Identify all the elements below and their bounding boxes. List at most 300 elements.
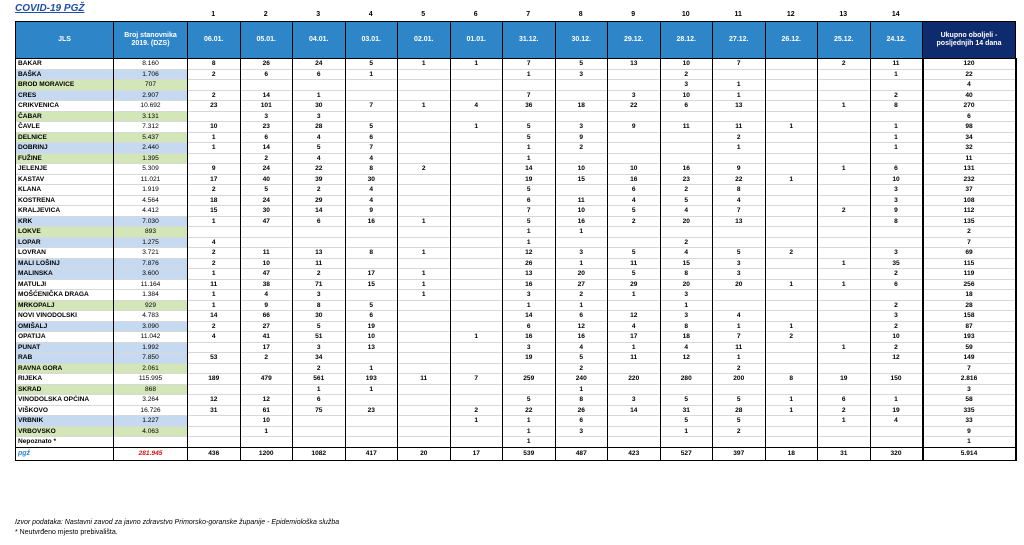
case-count-cell bbox=[240, 363, 293, 374]
case-count-cell: 14 bbox=[240, 90, 293, 101]
case-count-cell bbox=[240, 384, 293, 395]
case-count-cell: 2 bbox=[660, 237, 713, 248]
case-count-cell: 2 bbox=[188, 258, 241, 269]
jls-name: SKRAD bbox=[16, 384, 114, 395]
jls-name: VRBOVSKO bbox=[16, 426, 114, 437]
case-count-cell: 7 bbox=[503, 206, 556, 217]
jls-name: CRIKVENICA bbox=[16, 101, 114, 112]
day-total-cell: 17 bbox=[450, 447, 503, 460]
case-count-cell: 1 bbox=[398, 101, 451, 112]
case-count-cell: 5 bbox=[345, 59, 398, 70]
case-count-cell: 8 bbox=[870, 101, 923, 112]
population-cell: 4.783 bbox=[114, 311, 188, 322]
case-count-cell bbox=[450, 216, 503, 227]
case-count-cell bbox=[293, 237, 346, 248]
case-count-cell: 19 bbox=[503, 353, 556, 364]
case-count-cell: 2 bbox=[555, 290, 608, 301]
case-count-cell: 7 bbox=[450, 374, 503, 385]
population-cell: 1.992 bbox=[114, 342, 188, 353]
case-count-cell bbox=[555, 237, 608, 248]
case-count-cell: 5 bbox=[503, 395, 556, 406]
case-count-cell: 22 bbox=[503, 405, 556, 416]
row-total-cell: 335 bbox=[923, 405, 1016, 416]
case-count-cell: 8 bbox=[293, 300, 346, 311]
case-count-cell: 35 bbox=[870, 258, 923, 269]
table-row bbox=[16, 332, 1016, 343]
day-total-cell: 18 bbox=[765, 447, 818, 460]
case-count-cell bbox=[870, 384, 923, 395]
case-count-cell: 3 bbox=[503, 290, 556, 301]
case-count-cell bbox=[398, 363, 451, 374]
case-count-cell: 1 bbox=[188, 216, 241, 227]
column-number: 2 bbox=[263, 11, 268, 18]
column-number: 13 bbox=[839, 11, 848, 18]
case-count-cell: 3 bbox=[660, 311, 713, 322]
case-count-cell bbox=[398, 258, 451, 269]
table-row bbox=[16, 374, 1016, 385]
case-count-cell: 4 bbox=[608, 321, 661, 332]
case-count-cell: 9 bbox=[608, 122, 661, 133]
case-count-cell: 3 bbox=[555, 122, 608, 133]
population-cell: 10.692 bbox=[114, 101, 188, 112]
case-count-cell: 1 bbox=[818, 258, 871, 269]
header-date: 05.01. bbox=[240, 22, 293, 59]
case-count-cell: 1 bbox=[503, 426, 556, 437]
jls-name: KASTAV bbox=[16, 174, 114, 185]
case-count-cell: 1 bbox=[188, 143, 241, 154]
case-count-cell: 4 bbox=[188, 237, 241, 248]
case-count-cell: 3 bbox=[713, 258, 766, 269]
case-count-cell bbox=[660, 384, 713, 395]
row-total-cell: 119 bbox=[923, 269, 1016, 280]
jls-name: KRK bbox=[16, 216, 114, 227]
table-row bbox=[16, 426, 1016, 437]
column-number: 6 bbox=[473, 11, 478, 18]
case-count-cell: 1 bbox=[293, 384, 346, 395]
case-count-cell: 189 bbox=[188, 374, 241, 385]
case-count-cell: 2 bbox=[870, 300, 923, 311]
case-count-cell: 1 bbox=[660, 300, 713, 311]
day-total-cell: 423 bbox=[608, 447, 661, 460]
case-count-cell bbox=[398, 321, 451, 332]
case-count-cell bbox=[555, 153, 608, 164]
case-count-cell: 2 bbox=[555, 363, 608, 374]
table-row bbox=[16, 342, 1016, 353]
case-count-cell: 2 bbox=[608, 216, 661, 227]
case-count-cell: 14 bbox=[608, 405, 661, 416]
day-total-cell: 320 bbox=[870, 447, 923, 460]
case-count-cell bbox=[293, 437, 346, 448]
case-count-cell: 101 bbox=[240, 101, 293, 112]
case-count-cell: 11 bbox=[555, 195, 608, 206]
case-count-cell bbox=[818, 195, 871, 206]
jls-name: BAKAR bbox=[16, 59, 114, 70]
case-count-cell: 1 bbox=[765, 395, 818, 406]
jls-name: BAŠKA bbox=[16, 69, 114, 80]
case-count-cell bbox=[765, 353, 818, 364]
case-count-cell: 4 bbox=[345, 153, 398, 164]
jls-name: NOVI VINODOLSKI bbox=[16, 311, 114, 322]
case-count-cell: 2 bbox=[293, 269, 346, 280]
case-count-cell bbox=[818, 69, 871, 80]
case-count-cell: 20 bbox=[713, 279, 766, 290]
row-total-cell: 115 bbox=[923, 258, 1016, 269]
case-count-cell bbox=[398, 195, 451, 206]
case-count-cell bbox=[450, 269, 503, 280]
case-count-cell bbox=[713, 69, 766, 80]
case-count-cell: 193 bbox=[345, 374, 398, 385]
day-total-cell: 539 bbox=[503, 447, 556, 460]
case-count-cell: 1 bbox=[503, 416, 556, 427]
case-count-cell: 8 bbox=[345, 248, 398, 259]
case-count-cell: 1 bbox=[345, 69, 398, 80]
case-count-cell: 3 bbox=[870, 195, 923, 206]
case-count-cell bbox=[870, 227, 923, 238]
case-count-cell bbox=[765, 132, 818, 143]
case-count-cell: 22 bbox=[608, 101, 661, 112]
table-row bbox=[16, 227, 1016, 238]
case-count-cell: 1 bbox=[398, 248, 451, 259]
row-total-cell: 2 bbox=[923, 227, 1016, 238]
case-count-cell bbox=[293, 80, 346, 91]
case-count-cell bbox=[555, 437, 608, 448]
case-count-cell: 5 bbox=[608, 206, 661, 217]
day-total-cell: 527 bbox=[660, 447, 713, 460]
case-count-cell: 39 bbox=[293, 174, 346, 185]
case-count-cell: 1 bbox=[450, 122, 503, 133]
case-count-cell bbox=[765, 195, 818, 206]
jls-name: Nepoznato * bbox=[16, 437, 114, 448]
table-row bbox=[16, 69, 1016, 80]
table-row bbox=[16, 101, 1016, 112]
row-total-cell: 28 bbox=[923, 300, 1016, 311]
case-count-cell: 1 bbox=[503, 143, 556, 154]
jls-name: PUNAT bbox=[16, 342, 114, 353]
case-count-cell: 8 bbox=[660, 269, 713, 280]
case-count-cell: 1 bbox=[870, 132, 923, 143]
table-row bbox=[16, 237, 1016, 248]
case-count-cell: 2 bbox=[293, 363, 346, 374]
case-count-cell bbox=[398, 143, 451, 154]
jls-name: RAVNA GORA bbox=[16, 363, 114, 374]
case-count-cell: 11 bbox=[660, 122, 713, 133]
header-date: 03.01. bbox=[345, 22, 398, 59]
case-count-cell: 4 bbox=[870, 416, 923, 427]
case-count-cell bbox=[765, 69, 818, 80]
case-count-cell: 1 bbox=[713, 80, 766, 91]
case-count-cell bbox=[608, 363, 661, 374]
case-count-cell: 4 bbox=[555, 342, 608, 353]
case-count-cell: 17 bbox=[345, 269, 398, 280]
table-row bbox=[16, 269, 1016, 280]
case-count-cell: 2 bbox=[713, 426, 766, 437]
case-count-cell bbox=[398, 395, 451, 406]
population-cell bbox=[114, 437, 188, 448]
case-count-cell: 5 bbox=[503, 132, 556, 143]
table-row bbox=[16, 416, 1016, 427]
case-count-cell: 3 bbox=[555, 248, 608, 259]
jls-name: LOKVE bbox=[16, 227, 114, 238]
table-row bbox=[16, 216, 1016, 227]
case-count-cell: 6 bbox=[293, 69, 346, 80]
case-count-cell: 1 bbox=[713, 143, 766, 154]
case-count-cell: 11 bbox=[608, 353, 661, 364]
case-count-cell: 12 bbox=[240, 395, 293, 406]
case-count-cell: 16 bbox=[503, 332, 556, 343]
case-count-cell: 1 bbox=[398, 269, 451, 280]
case-count-cell bbox=[188, 227, 241, 238]
case-count-cell bbox=[450, 321, 503, 332]
case-count-cell bbox=[450, 90, 503, 101]
case-count-cell bbox=[818, 111, 871, 122]
case-count-cell bbox=[450, 69, 503, 80]
case-count-cell: 2 bbox=[398, 164, 451, 175]
jls-name: MRKOPALJ bbox=[16, 300, 114, 311]
case-count-cell bbox=[450, 426, 503, 437]
case-count-cell bbox=[503, 363, 556, 374]
case-count-cell bbox=[398, 353, 451, 364]
case-count-cell bbox=[608, 426, 661, 437]
case-count-cell: 6 bbox=[293, 395, 346, 406]
case-count-cell: 5 bbox=[293, 321, 346, 332]
case-count-cell: 3 bbox=[555, 69, 608, 80]
case-count-cell bbox=[608, 300, 661, 311]
case-count-cell bbox=[818, 426, 871, 437]
case-count-cell bbox=[608, 69, 661, 80]
case-count-cell bbox=[818, 90, 871, 101]
jls-name: OMIŠALJ bbox=[16, 321, 114, 332]
case-count-cell: 7 bbox=[503, 90, 556, 101]
column-number: 9 bbox=[631, 11, 636, 18]
case-count-cell bbox=[188, 363, 241, 374]
case-count-cell: 2 bbox=[870, 269, 923, 280]
case-count-cell: 1 bbox=[555, 258, 608, 269]
table-row bbox=[16, 195, 1016, 206]
row-total-cell: 9 bbox=[923, 426, 1016, 437]
case-count-cell: 2 bbox=[818, 59, 871, 70]
case-count-cell bbox=[188, 426, 241, 437]
row-total-cell: 131 bbox=[923, 164, 1016, 175]
case-count-cell: 11 bbox=[870, 59, 923, 70]
population-cell: 4.564 bbox=[114, 195, 188, 206]
case-count-cell bbox=[345, 437, 398, 448]
header-date: 31.12. bbox=[503, 22, 556, 59]
case-count-cell bbox=[818, 353, 871, 364]
case-count-cell: 8 bbox=[713, 185, 766, 196]
case-count-cell bbox=[765, 384, 818, 395]
case-count-cell: 2 bbox=[660, 69, 713, 80]
header-date: 26.12. bbox=[765, 22, 818, 59]
case-count-cell: 16 bbox=[555, 332, 608, 343]
case-count-cell: 1 bbox=[503, 300, 556, 311]
case-count-cell bbox=[398, 90, 451, 101]
case-count-cell bbox=[765, 90, 818, 101]
case-count-cell: 1 bbox=[713, 90, 766, 101]
jls-name: KLANA bbox=[16, 185, 114, 196]
case-count-cell: 26 bbox=[503, 258, 556, 269]
case-count-cell bbox=[345, 237, 398, 248]
case-count-cell: 1 bbox=[555, 384, 608, 395]
row-total-cell: 18 bbox=[923, 290, 1016, 301]
case-count-cell bbox=[345, 290, 398, 301]
case-count-cell: 1 bbox=[188, 300, 241, 311]
case-count-cell bbox=[398, 332, 451, 343]
case-count-cell bbox=[818, 174, 871, 185]
header-date: 25.12. bbox=[818, 22, 871, 59]
jls-name: VINODOLSKA OPĆINA bbox=[16, 395, 114, 406]
case-count-cell: 6 bbox=[660, 101, 713, 112]
case-count-cell: 22 bbox=[293, 164, 346, 175]
case-count-cell: 2 bbox=[765, 332, 818, 343]
case-count-cell: 29 bbox=[293, 195, 346, 206]
case-count-cell: 5 bbox=[713, 248, 766, 259]
case-count-cell: 3 bbox=[870, 248, 923, 259]
case-count-cell: 10 bbox=[608, 164, 661, 175]
case-count-cell bbox=[765, 227, 818, 238]
case-count-cell: 12 bbox=[188, 395, 241, 406]
header-jls: JLS bbox=[16, 22, 114, 59]
case-count-cell bbox=[450, 164, 503, 175]
case-count-cell: 4 bbox=[293, 153, 346, 164]
jls-name: VRBNIK bbox=[16, 416, 114, 427]
case-count-cell: 17 bbox=[240, 342, 293, 353]
population-cell: 3.131 bbox=[114, 111, 188, 122]
table-row bbox=[16, 279, 1016, 290]
jls-name: VIŠKOVO bbox=[16, 405, 114, 416]
column-number: 11 bbox=[734, 11, 742, 18]
case-count-cell: 5 bbox=[555, 59, 608, 70]
case-count-cell bbox=[765, 164, 818, 175]
table-row bbox=[16, 143, 1016, 154]
table-row bbox=[16, 111, 1016, 122]
case-count-cell: 20 bbox=[660, 279, 713, 290]
population-cell: 8.160 bbox=[114, 59, 188, 70]
case-count-cell bbox=[818, 363, 871, 374]
case-count-cell: 1 bbox=[503, 69, 556, 80]
column-number: 1 bbox=[211, 11, 216, 18]
case-count-cell: 51 bbox=[293, 332, 346, 343]
row-total-cell: 7 bbox=[923, 237, 1016, 248]
population-cell: 3.264 bbox=[114, 395, 188, 406]
case-count-cell: 4 bbox=[660, 248, 713, 259]
case-count-cell bbox=[660, 437, 713, 448]
row-total-cell: 270 bbox=[923, 101, 1016, 112]
case-count-cell bbox=[398, 132, 451, 143]
case-count-cell: 24 bbox=[240, 164, 293, 175]
case-count-cell bbox=[345, 227, 398, 238]
case-count-cell: 7 bbox=[503, 59, 556, 70]
case-count-cell: 479 bbox=[240, 374, 293, 385]
table-row bbox=[16, 132, 1016, 143]
case-count-cell: 3 bbox=[660, 290, 713, 301]
column-number: 4 bbox=[368, 11, 373, 18]
population-cell: 3.090 bbox=[114, 321, 188, 332]
case-count-cell: 1 bbox=[870, 122, 923, 133]
case-count-cell: 17 bbox=[608, 332, 661, 343]
population-cell: 2.061 bbox=[114, 363, 188, 374]
table-row bbox=[16, 122, 1016, 133]
case-count-cell: 19 bbox=[870, 405, 923, 416]
case-count-cell: 27 bbox=[240, 321, 293, 332]
case-count-cell: 2 bbox=[188, 69, 241, 80]
row-total-cell: 11 bbox=[923, 153, 1016, 164]
case-count-cell bbox=[345, 395, 398, 406]
case-count-cell: 1 bbox=[818, 279, 871, 290]
case-count-cell: 17 bbox=[188, 174, 241, 185]
population-total: 281.945 bbox=[114, 447, 188, 460]
case-count-cell bbox=[188, 111, 241, 122]
table-row bbox=[16, 248, 1016, 259]
jls-name: LOVRAN bbox=[16, 248, 114, 259]
case-count-cell bbox=[240, 437, 293, 448]
case-count-cell: 30 bbox=[240, 206, 293, 217]
source-note: Izvor podataka: Nastavni zavod za javno zdravstvo Primorsko-goranske županije - Epidemiološka služba bbox=[15, 519, 340, 526]
case-count-cell: 6 bbox=[503, 195, 556, 206]
case-count-cell: 240 bbox=[555, 374, 608, 385]
case-count-cell: 23 bbox=[345, 405, 398, 416]
case-count-cell: 1 bbox=[660, 426, 713, 437]
case-count-cell: 220 bbox=[608, 374, 661, 385]
case-count-cell: 2 bbox=[240, 153, 293, 164]
case-count-cell: 12 bbox=[555, 321, 608, 332]
case-count-cell: 5 bbox=[240, 185, 293, 196]
row-total-cell: 87 bbox=[923, 321, 1016, 332]
row-total-cell: 69 bbox=[923, 248, 1016, 259]
case-count-cell bbox=[713, 153, 766, 164]
table-row bbox=[16, 258, 1016, 269]
jls-name: LOPAR bbox=[16, 237, 114, 248]
column-number: 12 bbox=[786, 11, 795, 18]
case-count-cell bbox=[188, 416, 241, 427]
case-count-cell: 7 bbox=[713, 59, 766, 70]
case-count-cell bbox=[870, 153, 923, 164]
jls-name: BROD MORAVICE bbox=[16, 80, 114, 91]
case-count-cell: 19 bbox=[818, 374, 871, 385]
row-total-cell: 40 bbox=[923, 90, 1016, 101]
case-count-cell: 6 bbox=[240, 69, 293, 80]
case-count-cell: 36 bbox=[503, 101, 556, 112]
case-count-cell: 10 bbox=[870, 332, 923, 343]
jls-name: DELNICE bbox=[16, 132, 114, 143]
population-cell: 3.600 bbox=[114, 269, 188, 280]
case-count-cell bbox=[765, 206, 818, 217]
case-count-cell: 26 bbox=[240, 59, 293, 70]
header-date: 04.01. bbox=[293, 22, 346, 59]
population-cell: 16.726 bbox=[114, 405, 188, 416]
population-cell: 7.850 bbox=[114, 353, 188, 364]
case-count-cell: 6 bbox=[870, 164, 923, 175]
case-count-cell: 18 bbox=[555, 101, 608, 112]
case-count-cell bbox=[765, 80, 818, 91]
case-count-cell: 1 bbox=[398, 59, 451, 70]
case-count-cell: 4 bbox=[450, 101, 503, 112]
table-row bbox=[16, 437, 1016, 448]
case-count-cell bbox=[450, 111, 503, 122]
case-count-cell bbox=[345, 416, 398, 427]
case-count-cell: 34 bbox=[293, 353, 346, 364]
case-count-cell: 1 bbox=[450, 59, 503, 70]
case-count-cell: 13 bbox=[713, 216, 766, 227]
case-count-cell: 11 bbox=[240, 248, 293, 259]
population-cell: 2.907 bbox=[114, 90, 188, 101]
jls-name: CRES bbox=[16, 90, 114, 101]
case-count-cell bbox=[345, 111, 398, 122]
case-count-cell bbox=[818, 332, 871, 343]
column-numbers bbox=[15, 11, 1015, 21]
case-count-cell bbox=[450, 185, 503, 196]
case-count-cell bbox=[765, 237, 818, 248]
jls-name: RIJEKA bbox=[16, 374, 114, 385]
